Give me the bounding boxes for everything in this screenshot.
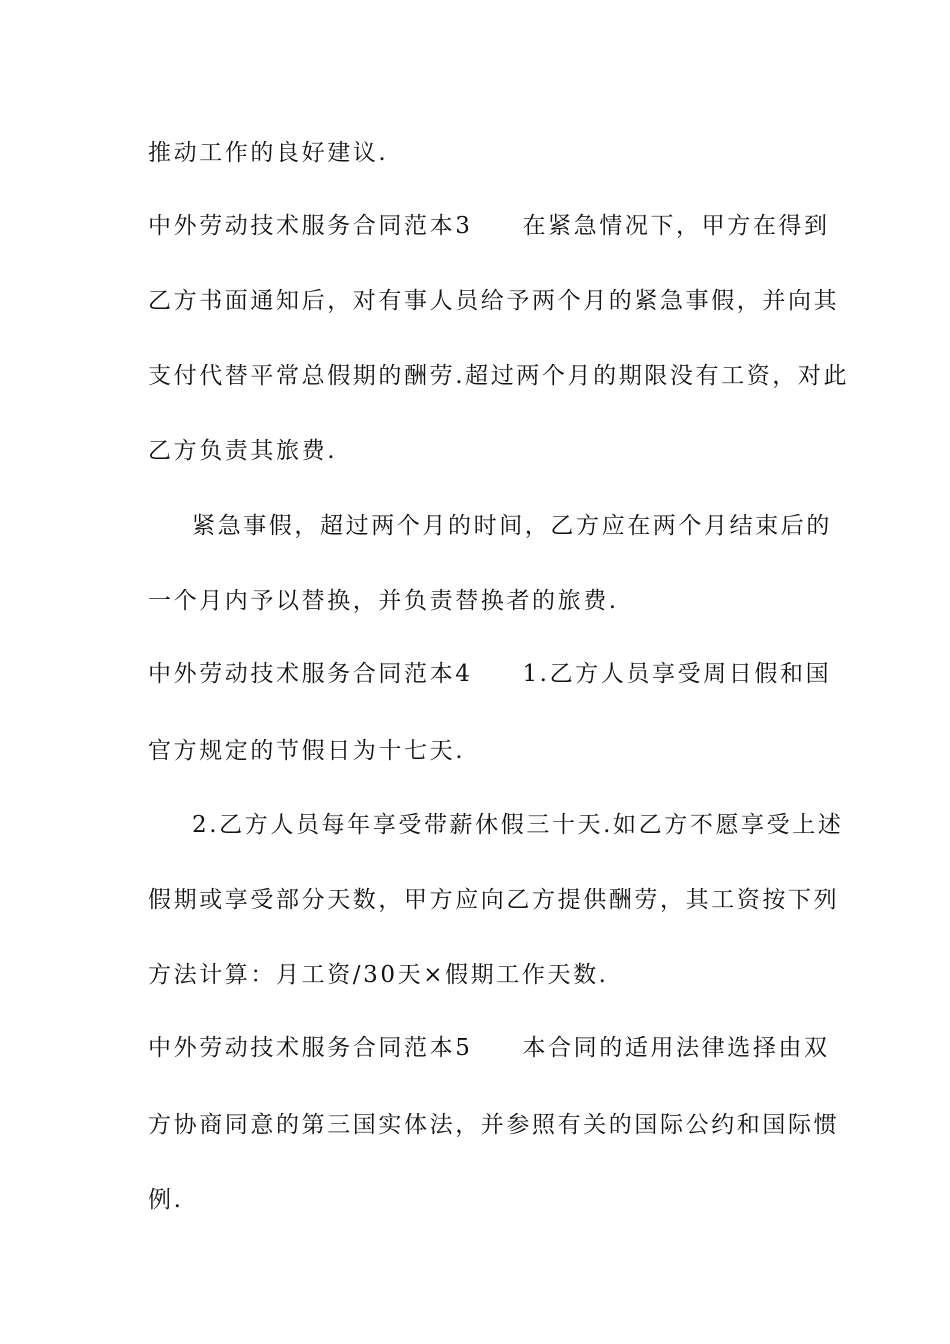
section-heading: 中外劳动技术服务合同范本3 bbox=[148, 213, 473, 239]
text-line: 方协商同意的第三国实体法，并参照有关的国际公约和国际惯 bbox=[148, 1112, 840, 1138]
text-line: 假期或享受部分天数，甲方应向乙方提供酬劳，其工资按下列 bbox=[148, 887, 840, 913]
paragraph-first-line: 紧急事假，超过两个月的时间，乙方应在两个月结束后的 bbox=[192, 513, 832, 539]
section-heading-line bbox=[148, 211, 830, 241]
section-heading: 中外劳动技术服务合同范本5 bbox=[148, 1035, 473, 1061]
section-first-line: 1.乙方人员享受周日假和国 bbox=[522, 661, 832, 687]
paragraph-first-line: 2.乙方人员每年享受带薪休假三十天.如乙方不愿享受上述 bbox=[192, 812, 844, 838]
text-line: 乙方书面通知后，对有事人员给予两个月的紧急事假，并向其 bbox=[148, 288, 840, 314]
text-line: 一个月内予以替换，并负责替换者的旅费. bbox=[148, 588, 619, 614]
section-heading: 中外劳动技术服务合同范本4 bbox=[148, 661, 473, 687]
text-line: 方法计算：月工资/30天×假期工作天数. bbox=[148, 962, 609, 988]
section-heading-line bbox=[148, 659, 832, 689]
section-first-line: 在紧急情况下，甲方在得到 bbox=[522, 213, 830, 239]
text-line: 例. bbox=[148, 1187, 184, 1213]
text-line: 推动工作的良好建议. bbox=[148, 140, 389, 166]
text-line: 官方规定的节假日为十七天. bbox=[148, 738, 466, 764]
text-line: 乙方负责其旅费. bbox=[148, 438, 338, 464]
text-line: 支付代替平常总假期的酬劳.超过两个月的期限没有工资，对此 bbox=[148, 363, 850, 389]
section-first-line: 本合同的适用法律选择由双 bbox=[522, 1035, 830, 1061]
section-heading-line bbox=[148, 1033, 830, 1063]
